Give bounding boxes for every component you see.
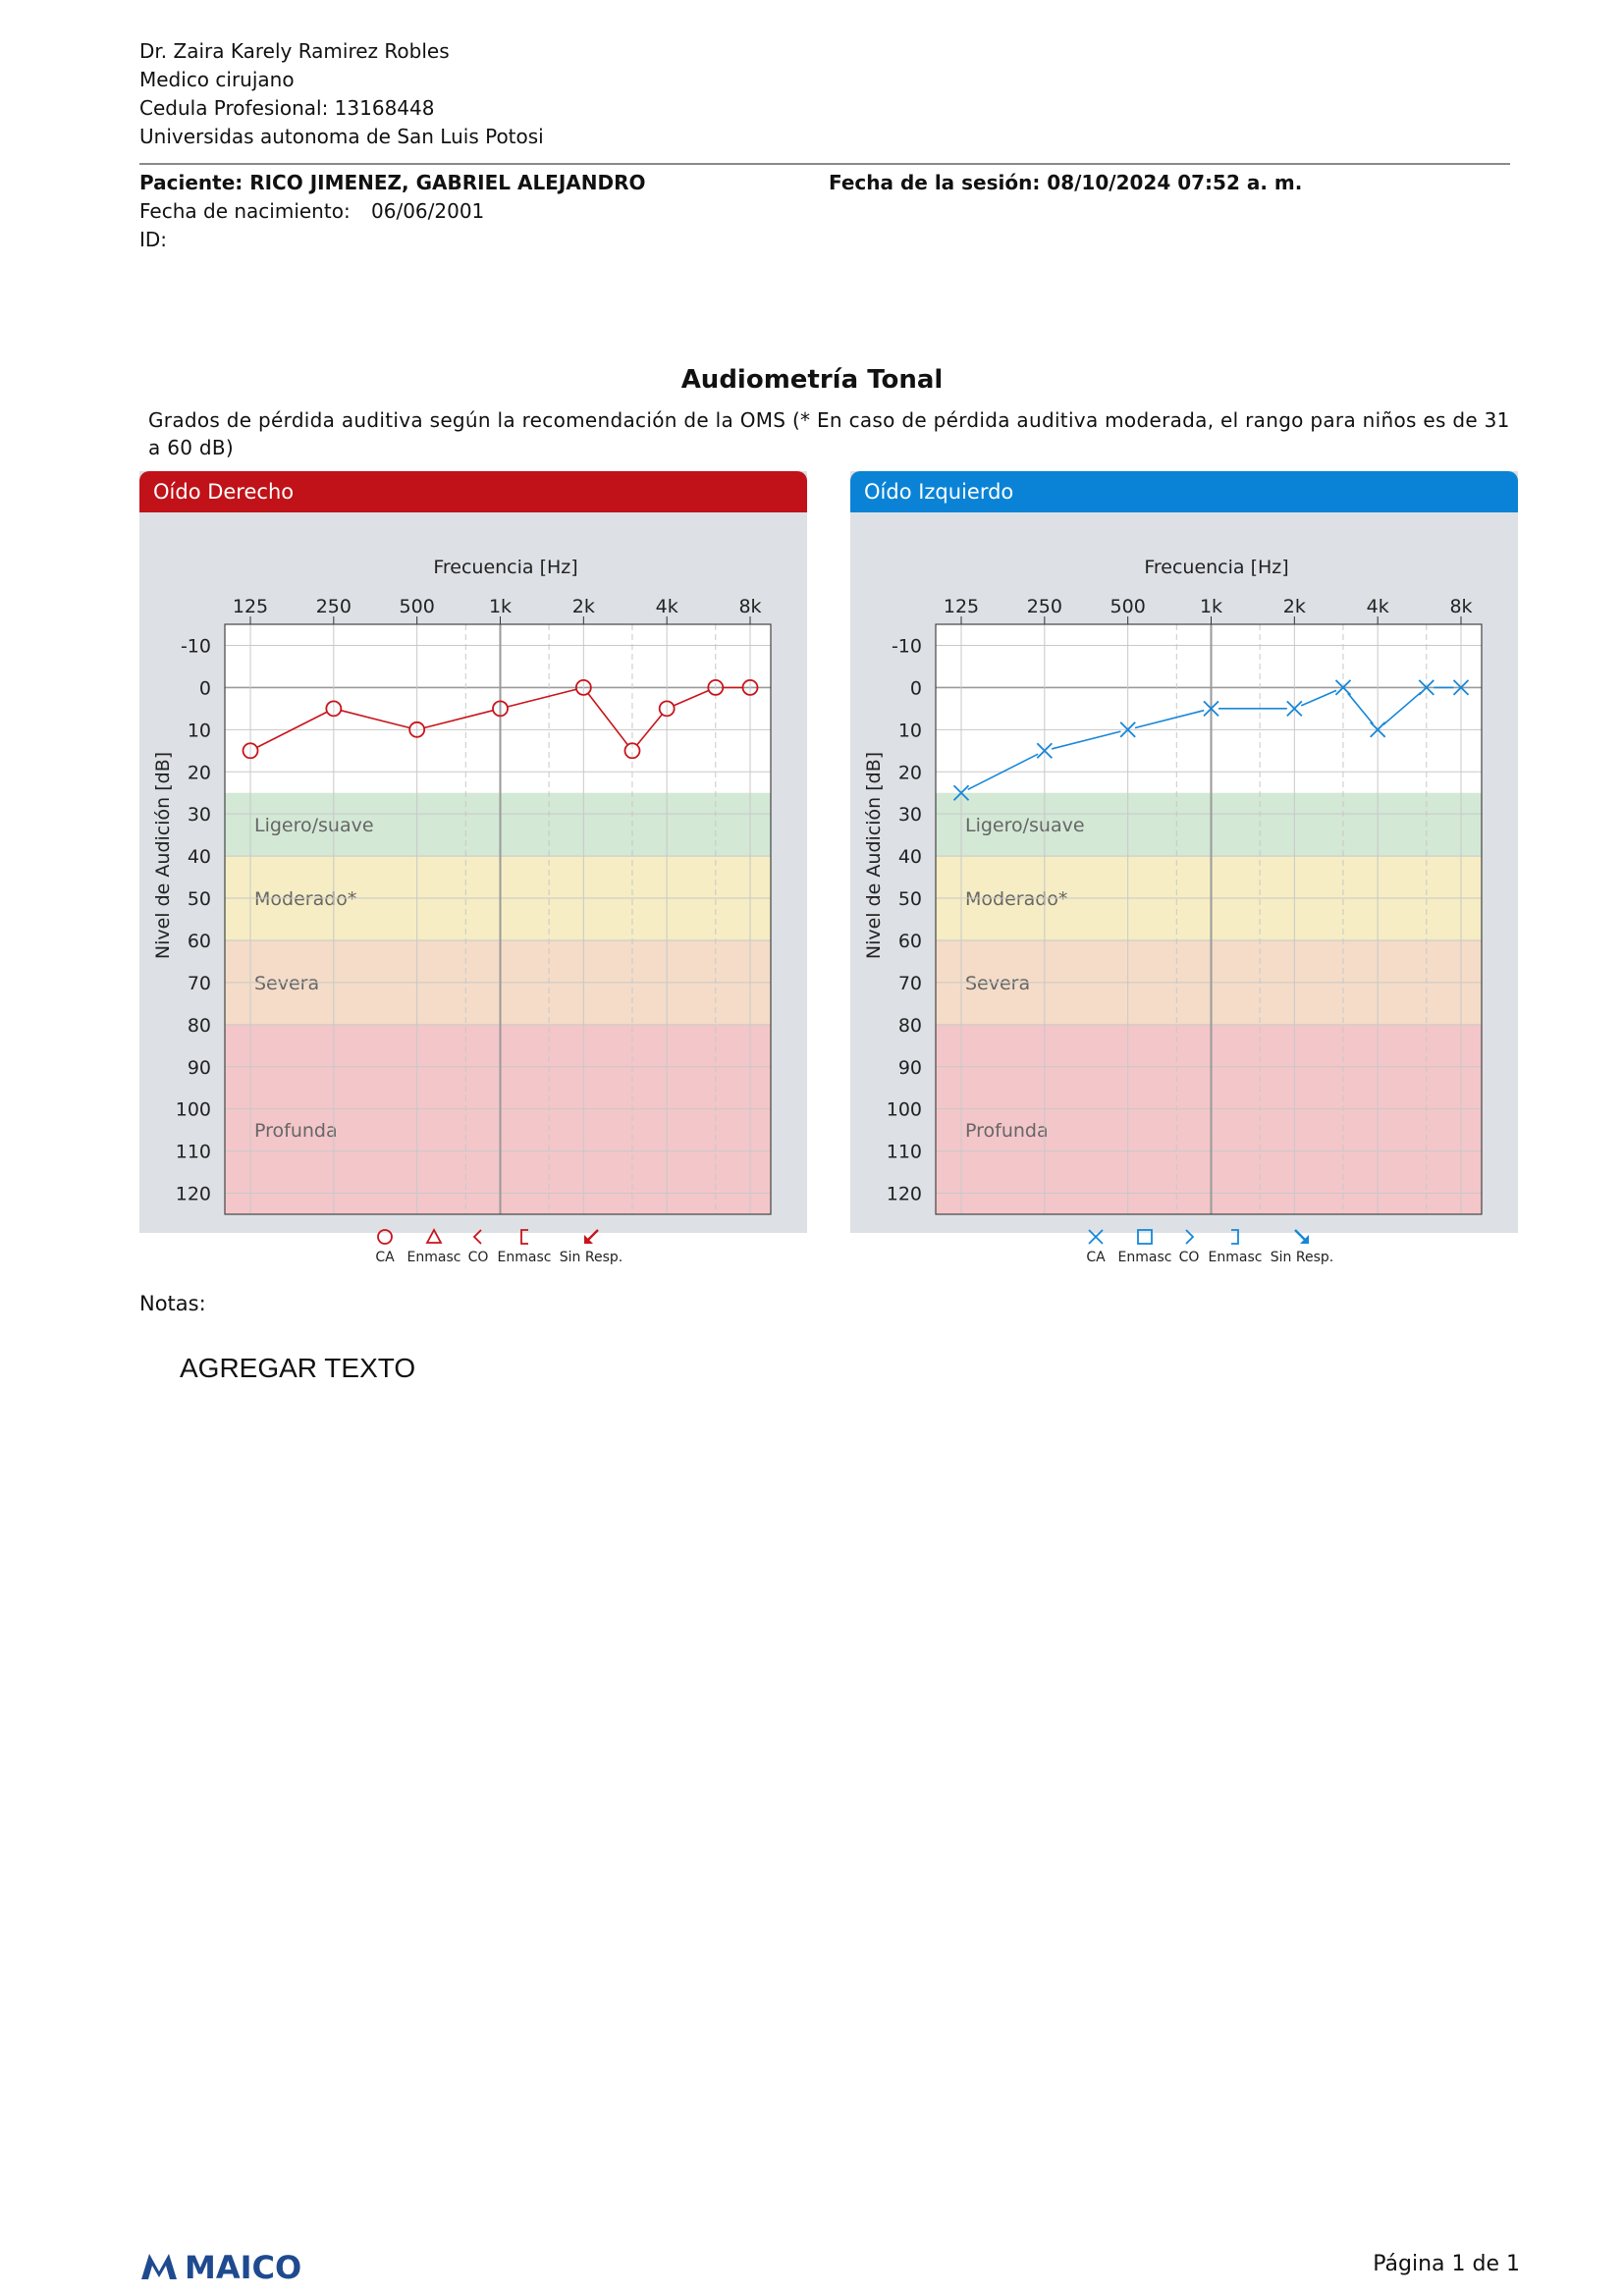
- legend-label: Enmasc: [406, 1250, 461, 1265]
- y-tick-label: 120: [175, 1183, 211, 1205]
- y-tick-label: 30: [187, 804, 211, 827]
- band-label: Moderado*: [254, 888, 357, 911]
- y-tick-label: 100: [175, 1098, 211, 1121]
- legend-symbol-0: [1089, 1230, 1103, 1244]
- y-tick-label: 90: [897, 1056, 922, 1079]
- legend-symbol-1: [1138, 1230, 1152, 1244]
- y-tick-label: 0: [198, 677, 211, 700]
- y-tick-label: -10: [180, 635, 211, 658]
- x-tick-label: 125: [232, 596, 269, 617]
- legend-label: Enmasc: [497, 1250, 552, 1265]
- y-tick-label: 10: [897, 720, 922, 742]
- maico-logo-text: MAICO: [185, 2249, 302, 2286]
- y-tick-label: 50: [897, 888, 922, 911]
- band-label: Ligero/suave: [254, 814, 374, 836]
- band-label: Severa: [965, 972, 1031, 994]
- legend-symbol-2: [1186, 1230, 1193, 1244]
- x-axis-label: Frecuencia [Hz]: [1144, 557, 1289, 578]
- header-divider: [139, 163, 1510, 165]
- doctor-role: Medico cirujano: [139, 68, 295, 91]
- x-axis-label: Frecuencia [Hz]: [433, 557, 578, 578]
- legend-symbol-0: [378, 1230, 392, 1244]
- y-tick-label: 60: [897, 930, 922, 952]
- right-ear-panel: [139, 471, 807, 1265]
- left-ear-title: Oído Izquierdo: [864, 480, 1014, 504]
- dob-value: 06/06/2001: [371, 199, 485, 223]
- x-tick-label: 8k: [738, 596, 762, 617]
- y-tick-label: 70: [897, 972, 922, 994]
- x-tick-label: 125: [943, 596, 980, 617]
- x-tick-label: 4k: [655, 596, 678, 617]
- legend-label: CA: [375, 1250, 395, 1265]
- x-tick-label: 250: [1026, 596, 1062, 617]
- y-tick-label: 0: [909, 677, 922, 700]
- legend-symbol-1: [427, 1230, 441, 1243]
- y-tick-label: 100: [886, 1098, 922, 1121]
- y-tick-label: 110: [175, 1141, 211, 1163]
- legend-symbol-2: [474, 1230, 481, 1244]
- left-ear-header: [850, 471, 1518, 512]
- page-number: Página 1 de 1: [1373, 2252, 1520, 2276]
- left-ear-panel: [850, 471, 1518, 1265]
- y-tick-label: 80: [187, 1014, 211, 1037]
- legend-label: Enmasc: [1117, 1250, 1172, 1265]
- y-tick-label: 60: [187, 930, 211, 952]
- band-label: Ligero/suave: [965, 814, 1085, 836]
- session-date: Fecha de la sesión: 08/10/2024 07:52 a. m.: [829, 171, 1303, 194]
- y-tick-label: 90: [187, 1056, 211, 1079]
- band-label: Profunda: [965, 1120, 1049, 1143]
- right-ear-audiogram: [139, 512, 807, 1265]
- x-tick-label: 500: [1110, 596, 1146, 617]
- maico-logo: [139, 2246, 336, 2285]
- legend-symbol-3: [1231, 1230, 1238, 1244]
- x-tick-label: 4k: [1366, 596, 1389, 617]
- y-tick-label: 50: [187, 888, 211, 911]
- legend-symbol-4: [1295, 1230, 1309, 1244]
- band-label: Profunda: [254, 1120, 338, 1143]
- y-tick-label: 30: [897, 804, 922, 827]
- y-tick-label: 80: [897, 1014, 922, 1037]
- report-description: Grados de pérdida auditiva según la recomendación de la OMS (* En caso de pérdida auditiva moderada, el rango para niños es de 31 a 60 dB): [148, 408, 1510, 459]
- patient-name: Paciente: RICO JIMENEZ, GABRIEL ALEJANDRO: [139, 171, 646, 194]
- legend-label: Sin Resp.: [1270, 1250, 1334, 1265]
- y-tick-label: 40: [187, 846, 211, 869]
- doctor-university: Universidas autonoma de San Luis Potosi: [139, 125, 544, 148]
- right-ear-header: [139, 471, 807, 512]
- y-tick-label: -10: [891, 635, 922, 658]
- x-tick-label: 1k: [488, 596, 513, 617]
- right-ear-title: Oído Derecho: [153, 480, 295, 504]
- notes-label: Notas:: [139, 1292, 206, 1315]
- y-axis-label: Nivel de Audición [dB]: [863, 751, 885, 960]
- x-tick-label: 250: [315, 596, 352, 617]
- left-ear-audiogram: [850, 512, 1518, 1265]
- y-tick-label: 20: [187, 762, 211, 784]
- legend-label: CA: [1086, 1250, 1106, 1265]
- legend-label: Enmasc: [1208, 1250, 1263, 1265]
- legend-label: Sin Resp.: [559, 1250, 623, 1265]
- band-label: Moderado*: [965, 888, 1068, 911]
- doctor-name: Dr. Zaira Karely Ramirez Robles: [139, 39, 450, 63]
- y-tick-label: 120: [886, 1183, 922, 1205]
- y-tick-label: 70: [187, 972, 211, 994]
- y-tick-label: 110: [886, 1141, 922, 1163]
- patient-id-label: ID:: [139, 228, 168, 251]
- dob-label: Fecha de nacimiento:: [139, 199, 351, 223]
- x-tick-label: 2k: [571, 596, 595, 617]
- x-tick-label: 8k: [1449, 596, 1473, 617]
- legend-symbol-3: [521, 1230, 528, 1244]
- x-tick-label: 500: [399, 596, 435, 617]
- x-tick-label: 1k: [1199, 596, 1223, 617]
- report-title: Audiometría Tonal: [680, 365, 944, 395]
- legend-label: CO: [467, 1250, 489, 1265]
- y-tick-label: 20: [897, 762, 922, 784]
- y-tick-label: 10: [187, 720, 211, 742]
- band-label: Severa: [254, 972, 320, 994]
- x-tick-label: 2k: [1282, 596, 1306, 617]
- doctor-license: Cedula Profesional: 13168448: [139, 96, 435, 120]
- y-axis-label: Nivel de Audición [dB]: [152, 751, 174, 960]
- legend-label: CO: [1178, 1250, 1200, 1265]
- maico-logo-icon: [139, 2246, 336, 2285]
- y-tick-label: 40: [897, 846, 922, 869]
- notes-text[interactable]: AGREGAR TEXTO: [180, 1353, 416, 1383]
- legend-symbol-4: [584, 1230, 598, 1244]
